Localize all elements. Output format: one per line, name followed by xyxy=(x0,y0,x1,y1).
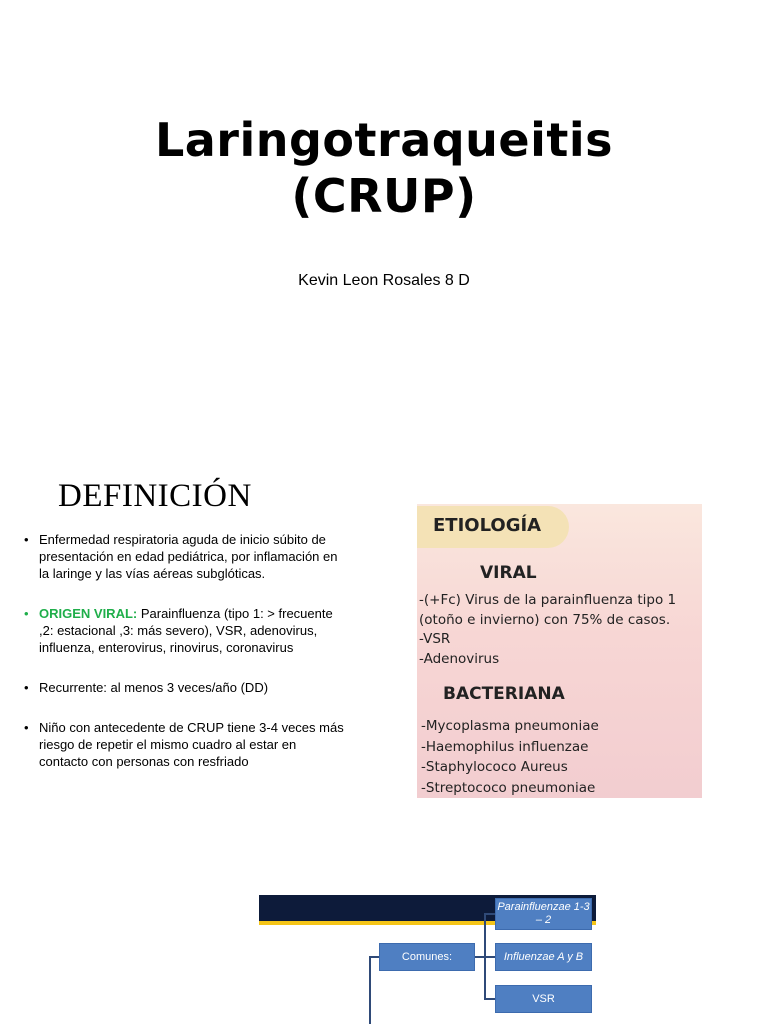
bacterial-line: -Haemophilus influenzae xyxy=(421,738,589,755)
slide-title xyxy=(0,112,768,224)
title-line-1: Laringotraqueitis xyxy=(154,113,614,167)
slide-subtitle: Kevin Leon Rosales 8 D xyxy=(298,272,470,289)
viral-line: (otoño e invierno) con 75% de casos. xyxy=(419,611,671,628)
diagram-node-parainfluenzae: Parainfluenzae 1-3 – 2 xyxy=(495,898,592,930)
bacterial-line: -Mycoplasma pneumoniae xyxy=(421,718,599,734)
diagram-node-influenzae: Influenzae A y B xyxy=(495,943,592,971)
bullet-risk: • Niño con antecedente de CRUP tiene 3-4 veces más riesgo de repetir el mismo cuadro al estar en contacto con personas con resfriado xyxy=(24,719,344,770)
connector-root-right xyxy=(475,956,495,958)
viral-line: -VSR xyxy=(419,631,451,647)
bullet-origin-viral xyxy=(24,605,344,656)
viral-line: -(+Fc) Virus de la parainfluenza tipo 1 xyxy=(419,592,677,608)
connector-to-child-1 xyxy=(484,913,495,915)
definition-bullets xyxy=(24,531,344,793)
bacterial-heading: BACTERIANA xyxy=(443,684,565,704)
origin-viral-text: Parainfluenza (tipo 1: > frecuente ,2: estacional ,3: más severo), VSR, adenovirus, influenza, enterovirus, rinovirus, coronavirus xyxy=(39,606,333,655)
etiology-title: ETIOLOGÍA xyxy=(433,515,542,536)
diagram-node-comunes: Comunes: xyxy=(379,943,475,971)
bacterial-line: -Streptococo pneumoniae xyxy=(421,779,596,796)
bacterial-list xyxy=(421,716,702,798)
definition-heading: DEFINICIÓN xyxy=(58,478,252,514)
connector-to-child-3 xyxy=(484,998,495,1000)
connector-root-stub xyxy=(369,956,379,958)
title-line-2: (CRUP) xyxy=(291,169,477,223)
diagram-node-vsr: VSR xyxy=(495,985,592,1013)
bacterial-line: -Staphylococo Aureus xyxy=(421,759,568,775)
viral-line: -Adenovirus xyxy=(419,650,500,667)
connector-root-down xyxy=(369,956,371,1024)
bullet-definition: • Enfermedad respiratoria aguda de inicio súbito de presentación en edad pediátrica, por inflamación en la laringe y las vías aéreas subglóticas. xyxy=(24,531,344,582)
bullet-recurrent: • Recurrente: al menos 3 veces/año (DD) xyxy=(24,679,344,696)
origin-viral-label: ORIGEN VIRAL: xyxy=(39,606,138,621)
etiology-card xyxy=(417,504,702,798)
viral-list xyxy=(419,591,702,669)
viral-heading: VIRAL xyxy=(480,563,537,583)
